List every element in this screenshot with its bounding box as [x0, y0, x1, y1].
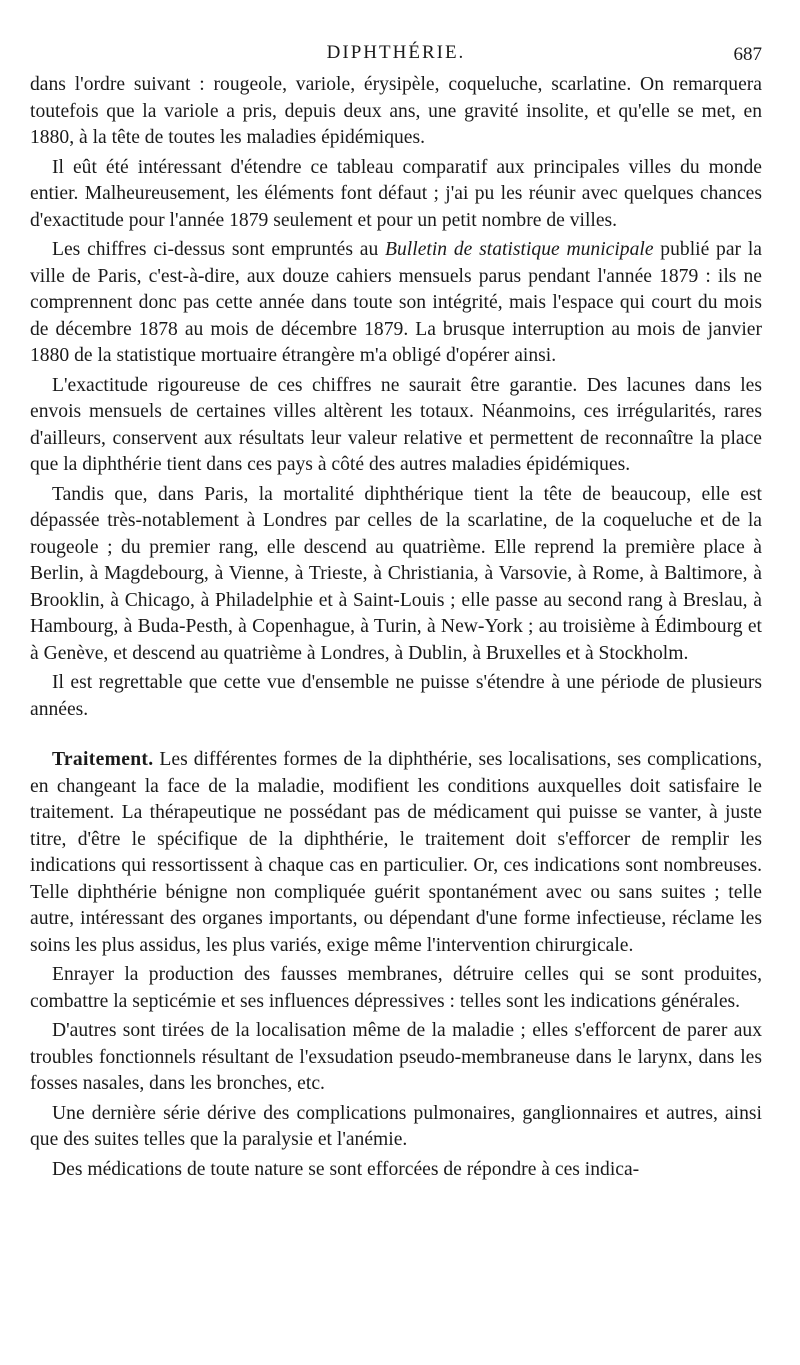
paragraph-sources — [30, 237, 762, 370]
bulletin-title: Bulletin de statistique municipale — [385, 239, 654, 260]
running-title: DIPHTHÉRIE. — [326, 42, 466, 63]
paragraph-regret: Il est regrettable que cette vue d'ensemble ne puisse s'étendre à une période de plusieurs années. — [30, 672, 762, 720]
paragraph-complications: Une dernière série dérive des complications pulmonaires, ganglionnaires et autres, ainsi que des suites telles que la paralysie et l'anémie. — [30, 1102, 762, 1150]
paragraph-world-cities: Il eût été intéressant d'étendre ce tableau comparatif aux principales villes du monde entier. Malheureusement, les éléments font défaut ; j'ai pu les réunir avec quelques chances d'exactitude pour l'année 1879 seulement et pour un petit nombre de villes. — [30, 156, 762, 231]
book-page — [30, 38, 762, 1186]
paragraph-localisation: D'autres sont tirées de la localisation même de la maladie ; elles s'efforcent de parer aux troubles fonctionnels résultant de l'exsudation pseudo-membraneuse dans le larynx, dans les fosses nasales, dans les bronches, etc. — [30, 1020, 762, 1094]
section-heading-traitement: Traitement. — [52, 749, 154, 770]
running-head — [30, 38, 762, 72]
paragraph-exactitude: L'exactitude rigoureuse de ces chiffres ne saurait être garantie. Des lacunes dans les envois mensuels de certaines villes altèrent les totaux. Néanmoins, ces irrégularités, rares d'ailleurs, conservent aux résultats leur valeur relative et permettent de reconnaître la place que la diphthérie tient dans ces pays à côté des autres maladies épidémiques. — [30, 374, 762, 475]
traitement-text: Les différentes formes de la diphthérie, ses localisations, ses complications, en changeant la face de la maladie, modifient les conditions auxquelles doit satisfaire le traitement. La thérapeutique ne possédant pas de médicament qui puisse se vanter, à juste titre, d'être le spécifique de la diphthérie, le traitement doit s'efforcer de remplir les indications qui ressortissent à chaque cas en particulier. Or, ces indications sont nombreuses. Telle diphthérie bénigne non compliquée guérit spontanément avec ou sans suites ; telle autre, intéressant des organes importants, ou dépendant d'une forme infectieuse, réclame les soins les plus assidus, les plus variés, exige même l'intervention chirurgicale. — [30, 749, 762, 956]
paragraph-medications: Des médications de toute nature se sont efforcées de répondre à ces indica- — [52, 1158, 640, 1180]
body-text — [30, 72, 762, 1183]
paragraph-traitement — [30, 747, 762, 959]
paragraph-rankings: Tandis que, dans Paris, la mortalité diphthérique tient la tête de beaucoup, elle est dépassée très-notablement à Londres par celles de la scarlatine, de la coqueluche et de la rougeole ; du premier rang, elle descend au quatrième. Elle reprend la première place à Berlin, à Magdebourg, à Vienne, à Trieste, à Christiania, à Varsovie, à Rome, à Baltimore, à Brooklin, à Chicago, à Philadelphie et à Saint-Louis ; elle passe au second rang à Breslau, à Hambourg, à Buda-Pesth, à Copenhague, à Turin, à New-York ; au troisième à Édimbourg et à Genève, et descend au quatrième à Londres, à Dublin, à Bruxelles et à Stockholm. — [30, 483, 762, 664]
sources-text-after: publié par la ville de Paris, c'est-à-dire, aux douze cahiers mensuels parus pendant l'année 1879 : ils ne comprennent donc pas cette année dans toute son intégrité, mais l'espace qui court du mois de décembre 1878 au mois de décembre 1879. La brusque interruption au mois de janvier 1880 de la statistique mortuaire étrangère m'a obligé d'opérer ainsi. — [30, 239, 762, 366]
page-number: 687 — [733, 44, 762, 65]
sources-text-before: Les chiffres ci-dessus sont empruntés au — [52, 239, 386, 260]
paragraph-indications-generales: Enrayer la production des fausses membranes, détruire celles qui se sont produites, combattre la septicémie et ses influences dépressives : telles sont les indications générales. — [30, 964, 762, 1012]
paragraph-continued: dans l'ordre suivant : rougeole, variole, érysipèle, coqueluche, scarlatine. On remarquera toutefois que la variole a pris, depuis deux ans, une gravité insolite, et qu'elle se met, en 1880, à la tête de toutes les maladies épidémiques. — [30, 74, 762, 148]
